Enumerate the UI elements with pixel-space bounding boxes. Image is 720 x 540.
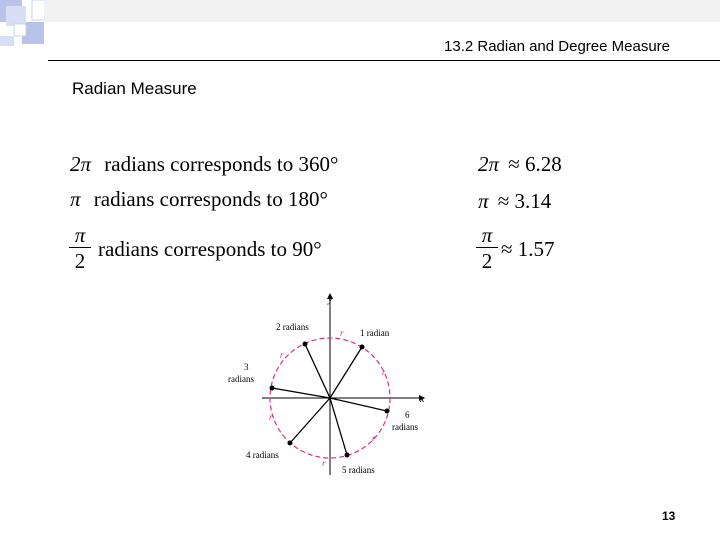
section-title: Radian Measure <box>72 79 197 98</box>
y-axis-label: y <box>328 294 333 305</box>
equation-right-1 <box>478 152 562 177</box>
deco-square <box>6 6 26 26</box>
equation-right-3 <box>501 237 555 262</box>
radius-5 <box>330 398 347 455</box>
label-3-number: 3 <box>244 362 249 372</box>
equation-lhs: 2π <box>478 152 500 176</box>
radius-1 <box>330 347 362 398</box>
endpoint-dot <box>345 453 350 458</box>
header-divider <box>48 60 720 61</box>
endpoint-dot <box>288 441 293 446</box>
endpoint-dot <box>385 409 390 414</box>
deco-square <box>0 36 14 46</box>
fraction-bar <box>69 247 91 248</box>
label-2-radians: 2 radians <box>276 322 309 332</box>
equation-text: radians corresponds to 360° <box>104 152 339 176</box>
arc-r-label: r <box>269 412 273 422</box>
equation-left-1 <box>70 152 338 177</box>
page-number: 13 <box>662 509 676 523</box>
endpoint-dot <box>270 386 275 391</box>
radius-6 <box>330 398 387 411</box>
equation-text: ≈ 1.57 <box>501 237 555 261</box>
equation-text: radians corresponds to 90° <box>98 237 322 261</box>
equation-lhs: 2π <box>70 152 92 176</box>
equation-text: ≈ 6.28 <box>508 152 562 176</box>
label-3-radians: radians <box>228 374 254 384</box>
label-5-radians: 5 radians <box>342 465 375 475</box>
equation-right-3-fraction <box>476 224 498 272</box>
equation-left-3-fraction <box>69 224 91 272</box>
radian-circle-diagram <box>210 290 460 480</box>
slide-header-title: 13.2 Radian and Degree Measure <box>444 38 670 55</box>
label-4-radians: 4 radians <box>246 450 279 460</box>
label-6-number: 6 <box>405 410 410 420</box>
label-1-radian: 1 radian <box>360 328 390 338</box>
arc-r-label: r <box>280 350 284 360</box>
equation-lhs: π <box>478 189 489 213</box>
deco-square <box>14 24 26 36</box>
radius-3 <box>272 388 330 398</box>
x-axis-label: x <box>420 394 425 405</box>
arc-r-label: r <box>322 458 326 468</box>
equation-left-3 <box>98 237 322 262</box>
arc-r-label: r <box>340 328 344 338</box>
radius-2 <box>305 344 330 398</box>
endpoint-dot <box>303 342 308 347</box>
deco-band <box>44 0 720 22</box>
equation-text: ≈ 3.14 <box>497 189 552 213</box>
endpoint-dot <box>360 345 365 350</box>
label-6-radians: radians <box>392 422 418 432</box>
equation-lhs: π <box>70 187 81 211</box>
fraction-denominator: 2 <box>74 249 86 273</box>
fraction-denominator: 2 <box>481 249 493 273</box>
fraction-numerator: π <box>481 223 493 247</box>
arc-r-label: r <box>372 433 376 443</box>
fraction-numerator: π <box>74 223 86 247</box>
fraction-bar <box>476 247 498 248</box>
equation-text: radians corresponds to 180° <box>93 187 328 211</box>
arc-r-label: r <box>382 367 386 377</box>
equation-right-2 <box>478 189 551 214</box>
equation-left-2 <box>70 187 328 212</box>
radius-4 <box>290 398 330 443</box>
